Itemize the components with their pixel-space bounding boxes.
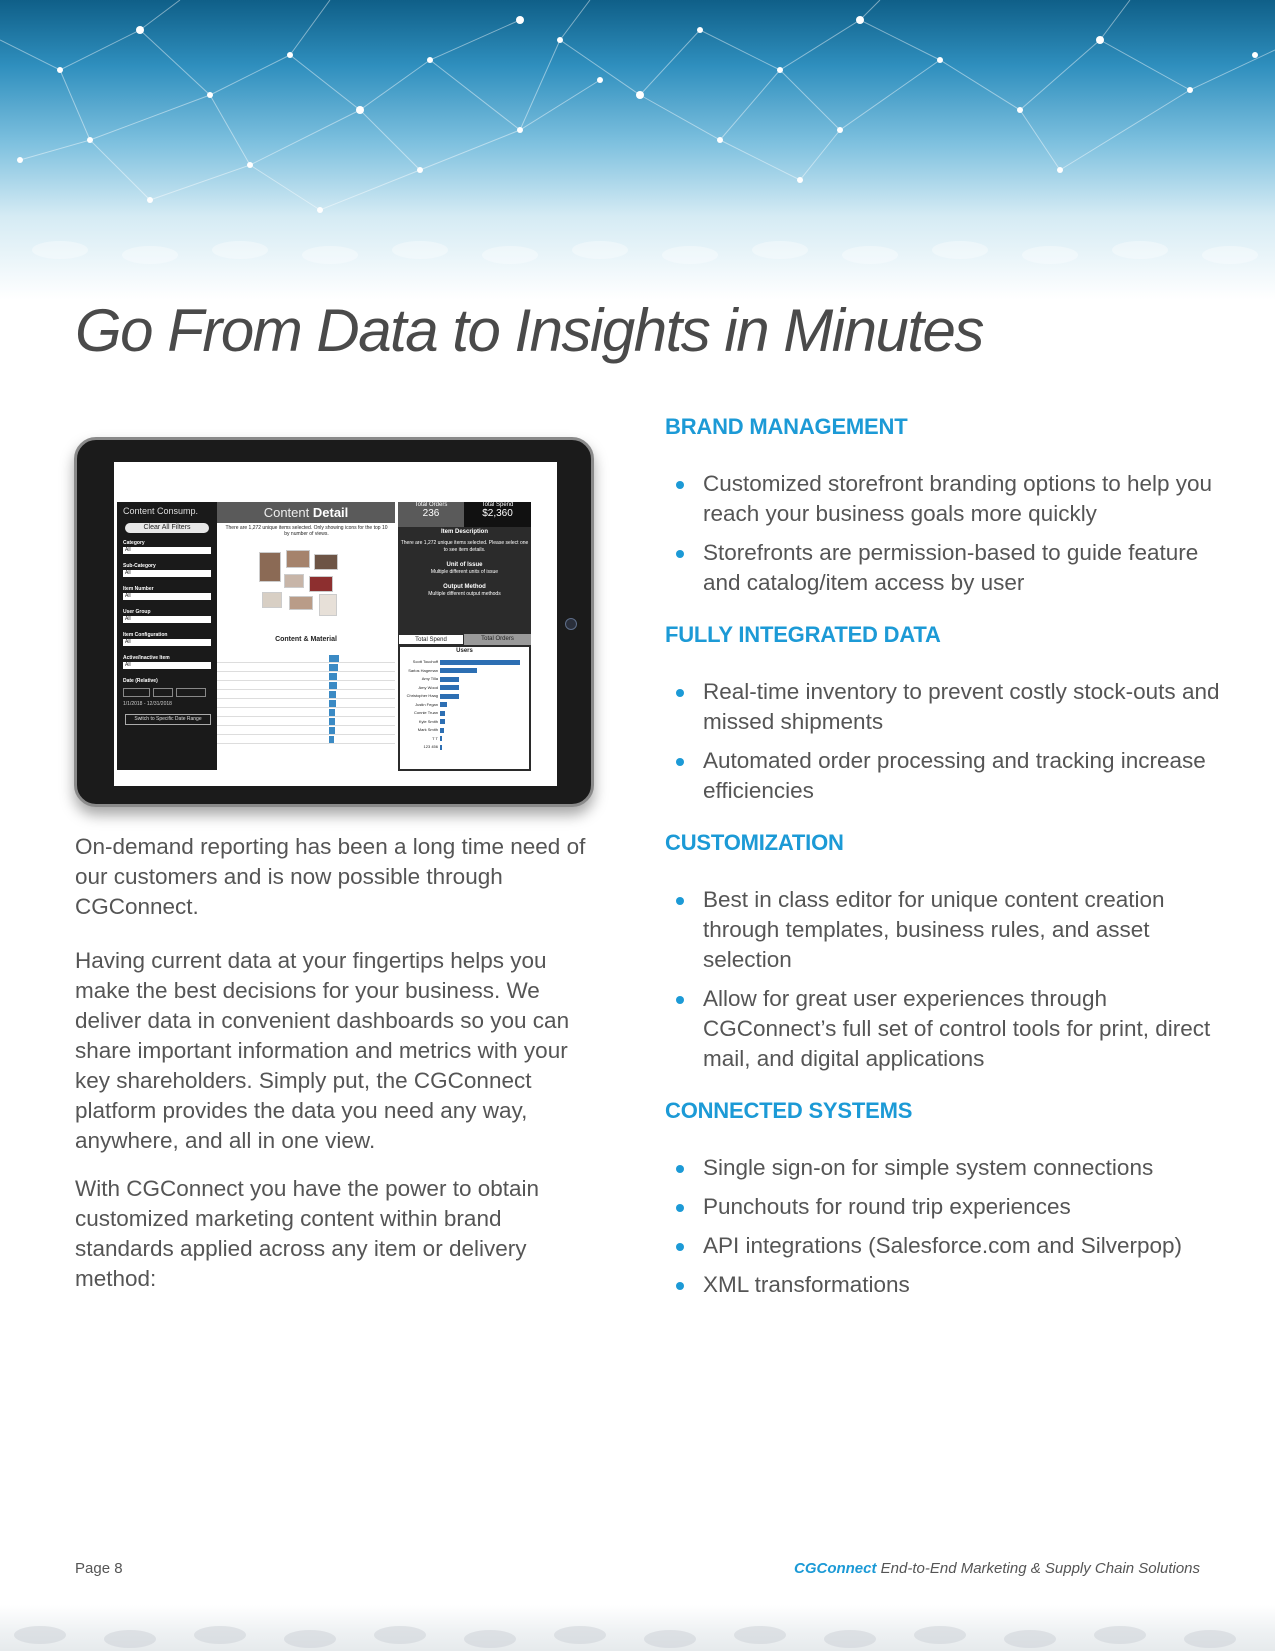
bullet-text: Punchouts for round trip experiences: [703, 1194, 1071, 1219]
unit-issue-heading: Unit of Issue: [446, 562, 483, 568]
filter-user-group: [123, 609, 211, 623]
list-item: [703, 469, 1223, 529]
content-material-title: Content & Material: [275, 636, 337, 643]
bullet-text: Storefronts are permission-based to guide feature and catalog/item access by user: [703, 540, 1199, 595]
tab-total-spend: Total Spend: [398, 634, 464, 645]
bullet-icon: [676, 1243, 684, 1251]
user-bar: [440, 728, 444, 733]
filter-active-inactive: [123, 655, 211, 669]
user-bar: [440, 745, 442, 750]
filter-value: All: [123, 616, 211, 623]
bullet-text: Allow for great user experiences through CGConnect’s full set of control tools for print, direct mail, and digital applications: [703, 986, 1211, 1071]
unit-issue-text: Multiple different units of issue: [430, 569, 499, 575]
filter-label: Active/Inactive Item: [123, 655, 170, 661]
dashboard-tabs: [398, 634, 531, 645]
detail-title-bold: Detail: [312, 505, 349, 520]
filter-item-configuration: [123, 632, 211, 646]
switch-date-range-button: Switch to Specific Date Range: [125, 714, 211, 725]
list-item: [703, 538, 1223, 598]
bullet-icon: [676, 1282, 684, 1290]
bullet-icon: [676, 758, 684, 766]
date-range-text: 1/1/2018 - 12/31/2018: [123, 701, 172, 707]
content-detail-header: [217, 502, 395, 523]
user-bar-label: Amy Wood: [418, 684, 438, 690]
item-description-heading: Item Description: [440, 529, 488, 535]
header-banner: [0, 0, 1275, 300]
table-row: [217, 682, 395, 690]
bullet-icon: [676, 897, 684, 905]
table-row: [217, 727, 395, 735]
bullet-text: Automated order processing and tracking increase efficiencies: [703, 748, 1206, 803]
user-bar-label: T T: [432, 735, 438, 741]
filter-category: [123, 540, 211, 554]
user-bar-label: Justin Fegan: [415, 701, 438, 707]
page-number: Page 8: [75, 1560, 123, 1577]
user-bar: [440, 668, 477, 673]
dashboard-screen: [114, 462, 557, 786]
users-chart-title: Users: [456, 648, 473, 654]
user-bar-label: Mark Smith: [417, 727, 438, 732]
user-bar-label: Kyle Smith: [418, 718, 438, 724]
content-thumbnail: [309, 576, 333, 592]
user-bar-label: 123 456: [423, 744, 438, 749]
bullet-icon: [676, 1165, 684, 1173]
section-heading-fully-integrated-data: FULLY INTEGRATED DATA: [665, 622, 941, 647]
filter-label: Category: [123, 540, 145, 546]
table-row: [217, 736, 395, 744]
table-row: [217, 664, 395, 672]
tablet-frame: [74, 437, 594, 807]
footer-brand: CGConnect: [793, 1560, 877, 1577]
content-thumbnail: [314, 554, 338, 570]
filter-label: Date (Relative): [123, 678, 158, 684]
sidebar-title: Content Consump.: [123, 506, 199, 516]
tablet-home-button: [565, 618, 577, 630]
user-bar-label: Amy Tilla: [421, 676, 438, 681]
output-method-heading: Output Method: [443, 584, 486, 590]
user-bar: [440, 694, 459, 699]
content-thumbnail: [289, 596, 313, 610]
list-item: [703, 984, 1223, 1074]
filter-date: [123, 678, 211, 684]
kpi-value: 236: [422, 508, 440, 519]
date-relative-controls: [123, 688, 211, 697]
user-bar: [440, 660, 520, 665]
user-bar: [440, 711, 445, 716]
filter-value: All: [123, 570, 211, 577]
table-row: [217, 700, 395, 708]
bullet-icon: [676, 1204, 684, 1212]
table-row: [217, 655, 395, 663]
content-thumbnail: [262, 592, 282, 608]
section-heading-brand-management: BRAND MANAGEMENT: [665, 414, 908, 439]
bullet-text: Customized storefront branding options to help you reach your business goals more quickly: [703, 471, 1213, 526]
list-item: [703, 677, 1223, 737]
filter-value: All: [123, 593, 211, 600]
network-graphic: [0, 0, 1275, 300]
filter-label: Item Configuration: [123, 632, 168, 638]
bullet-text: Single sign-on for simple system connections: [703, 1155, 1154, 1180]
filter-item-number: [123, 586, 211, 600]
bullet-text: Best in class editor for unique content creation through templates, business rules, and asset selection: [703, 887, 1165, 972]
content-thumbnail: [319, 594, 337, 616]
user-bar: [440, 736, 442, 741]
filter-value: All: [123, 547, 211, 554]
footer-tagline-text: End-to-End Marketing & Supply Chain Solutions: [880, 1560, 1200, 1577]
bullet-text: Real-time inventory to prevent costly stock-outs and missed shipments: [703, 679, 1220, 734]
table-row: [217, 691, 395, 699]
table-row: [217, 718, 395, 726]
users-bar-chart: [398, 645, 531, 771]
user-bar: [440, 719, 445, 724]
section-heading-connected-systems: CONNECTED SYSTEMS: [665, 1098, 913, 1123]
list-item: [703, 1231, 1223, 1261]
total-orders-kpi: [398, 502, 464, 527]
bullet-icon: [676, 481, 684, 489]
content-table: [217, 645, 395, 771]
kpi-label: Total Orders: [414, 502, 448, 508]
tab-total-orders: Total Orders: [464, 634, 531, 645]
filter-sub-category: [123, 563, 211, 577]
content-thumbnail: [286, 550, 310, 568]
table-row: [217, 673, 395, 681]
page-title: Go From Data to Insights in Minutes: [75, 297, 983, 364]
item-description-text: There are 1,272 unique items selected. Please select one to see item details.: [400, 540, 529, 553]
bullet-text: API integrations (Salesforce.com and Silverpop): [703, 1233, 1182, 1258]
user-bar-label: Sarlos Hageman: [408, 667, 438, 673]
user-bar: [440, 685, 459, 690]
content-thumbnail: [259, 552, 281, 582]
list-item: [703, 885, 1223, 975]
filter-label: User Group: [123, 609, 151, 615]
content-thumbnail: [284, 574, 304, 588]
detail-note: There are 1,272 unique items selected. Only showing icons for the top 10 by number of views.: [225, 525, 388, 537]
footer-tagline: [794, 1560, 1200, 1577]
list-item: [703, 1192, 1223, 1222]
list-item: [703, 746, 1223, 806]
kpi-value: $2,360: [482, 508, 513, 519]
footer-band: [0, 1605, 1275, 1651]
user-bar: [440, 702, 447, 707]
detail-title-light: Content: [263, 505, 310, 520]
user-bar-label: Christopher Haag: [406, 693, 438, 698]
item-description-panel: [398, 527, 531, 634]
user-bar-label: Scott Touchoff: [412, 659, 438, 664]
filter-value: All: [123, 639, 211, 646]
bullet-icon: [676, 550, 684, 558]
power-paragraph: With CGConnect you have the power to obtain customized marketing content within brand standards applied across any item or delivery method:: [75, 1176, 540, 1291]
dashboard-sidebar: [117, 502, 217, 770]
filter-label: Sub-Category: [123, 563, 156, 569]
bullet-icon: [676, 689, 684, 697]
user-bar-label: Connie Truan: [413, 710, 438, 715]
section-heading-customization: CUSTOMIZATION: [665, 830, 844, 855]
kpi-label: Total Spend: [481, 502, 514, 508]
filter-label: Item Number: [123, 586, 154, 592]
list-item: [703, 1270, 1223, 1300]
output-method-text: Multiple different output methods: [428, 591, 501, 597]
bullet-text: XML transformations: [703, 1272, 910, 1297]
filter-value: All: [123, 662, 211, 669]
tablet-illustration: [74, 437, 594, 807]
data-paragraph: Having current data at your fingertips helps you make the best decisions for your business. We deliver data in convenient dashboards so you can share important information and metrics with your key shareholders. Simply put, the CGConnect platform provides the data you need any way, anywhere, and all in one view.: [75, 948, 570, 1153]
total-spend-kpi: [464, 502, 531, 527]
table-row: [217, 709, 395, 717]
clear-filters-button: Clear All Filters: [125, 523, 209, 533]
user-bar: [440, 677, 459, 682]
list-item: [703, 1153, 1223, 1183]
intro-paragraph: On-demand reporting has been a long time need of our customers and is now possible through CGConnect.: [75, 834, 586, 919]
footer-pattern: [0, 1605, 1275, 1651]
bullet-icon: [676, 996, 684, 1004]
